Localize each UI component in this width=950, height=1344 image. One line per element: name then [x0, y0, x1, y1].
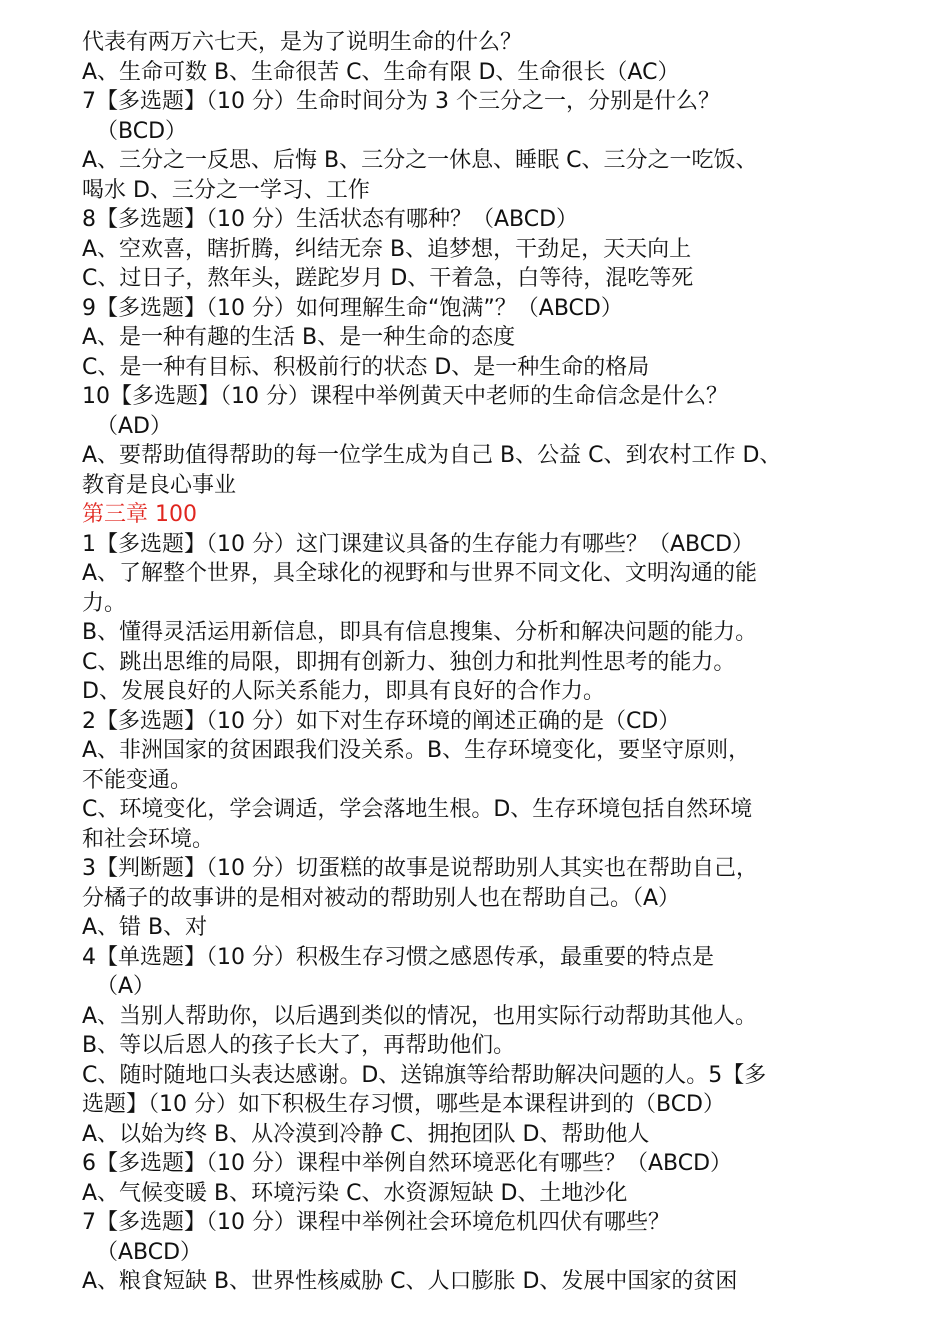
question-9-options-ab: A、是一种有趣的生活 B、是一种生命的态度 — [82, 325, 516, 350]
ch3-question-2-options-ab: A、非洲国家的贫困跟我们没关系。B、生存环境变化，要坚守原则， — [82, 738, 751, 763]
ch3-question-5-stem: 选题】（10 分）如下积极生存习惯，哪些是本课程讲到的（BCD） — [82, 1092, 725, 1117]
question-6-options: A、生命可数 B、生命很苦 C、生命有限 D、生命很长（AC） — [82, 59, 680, 85]
ch3-question-2-options-cd: C、环境变化，学会调适，学会落地生根。D、生存环境包括自然环境 — [82, 797, 753, 822]
question-10-answer: （AD） — [96, 413, 172, 439]
chapter-3-heading: 第三章 100 — [82, 502, 197, 527]
ch3-question-1-option-c: C、跳出思维的局限，即拥有创新力、独创力和批判性思考的能力。 — [82, 649, 736, 675]
ch3-question-1-option-b: B、懂得灵活运用新信息，即具有信息搜集、分析和解决问题的能力。 — [82, 620, 758, 645]
ch3-question-1-option-a-cont: 力。 — [82, 590, 127, 616]
ch3-question-2-options-cd-cont: 和社会环境。 — [82, 826, 215, 852]
ch3-question-5-options: A、以始为终 B、从冷漠到冷静 C、拥抱团队 D、帮助他人 — [82, 1121, 650, 1147]
ch3-question-4-answer: （A） — [96, 974, 156, 999]
ch3-question-4-option-a: A、当别人帮助你，以后遇到类似的情况，也用实际行动帮助其他人。 — [82, 1003, 758, 1029]
ch3-question-7-options: A、粮食短缺 B、世界性核威胁 C、人口膨胀 D、发展中国家的贫困 — [82, 1269, 738, 1294]
question-7-stem: 7【多选题】（10 分）生命时间分为 3 个三分之一，分别是什么？ — [82, 89, 720, 114]
question-8-options-cd: C、过日子，熬年头，蹉跎岁月 D、干着急，白等待，混吃等死 — [82, 266, 694, 291]
question-6-stem-end: 代表有两万六七天，是为了说明生命的什么？ — [82, 30, 523, 55]
question-8-options-ab: A、空欢喜，瞎折腾，纠结无奈 B、追梦想，干劲足，天天向上 — [82, 236, 692, 262]
question-9-stem: 9【多选题】（10 分）如何理解生命“饱满”？（ABCD） — [82, 295, 623, 321]
ch3-question-2-stem: 2【多选题】（10 分）如下对生存环境的阐述正确的是（CD） — [82, 708, 681, 734]
question-10-options: A、要帮助值得帮助的每一位学生成为自己 B、公益 C、到农村工作 D、 — [82, 443, 782, 468]
ch3-question-7-stem: 7【多选题】（10 分）课程中举例社会环境危机四伏有哪些？ — [82, 1210, 670, 1235]
ch3-question-6-stem: 6【多选题】（10 分）课程中举例自然环境恶化有哪些？（ABCD） — [82, 1151, 733, 1176]
ch3-question-3-stem-cont: 分橘子的故事讲的是相对被动的帮助别人也在帮助自己。（A） — [82, 885, 681, 911]
ch3-question-6-options: A、气候变暖 B、环境污染 C、水资源短缺 D、土地沙化 — [82, 1180, 628, 1206]
ch3-question-1-option-a: A、了解整个世界，具全球化的视野和与世界不同文化、文明沟通的能 — [82, 561, 758, 586]
ch3-question-3-stem: 3【判断题】（10 分）切蛋糕的故事是说帮助别人其实也在帮助自己， — [82, 856, 758, 881]
question-7-options: A、三分之一反思、后悔 B、三分之一休息、睡眠 C、三分之一吃饭、 — [82, 148, 758, 173]
ch3-question-3-options: A、错 B、对 — [82, 915, 208, 940]
question-9-options-cd: C、是一种有目标、积极前行的状态 D、是一种生命的格局 — [82, 354, 650, 380]
question-7-options-cont: 喝水 D、三分之一学习、工作 — [82, 177, 370, 203]
ch3-question-1-stem: 1【多选题】（10 分）这门课建议具备的生存能力有哪些？（ABCD） — [82, 531, 755, 557]
question-8-stem: 8【多选题】（10 分）生活状态有哪种？（ABCD） — [82, 207, 579, 232]
ch3-question-4-stem: 4【单选题】（10 分）积极生存习惯之感恩传承，最重要的特点是 — [82, 944, 714, 970]
question-10-stem: 10【多选题】（10 分）课程中举例黄天中老师的生命信念是什么？ — [82, 384, 728, 409]
ch3-question-7-answer: （ABCD） — [96, 1239, 203, 1265]
ch3-question-1-option-d: D、发展良好的人际关系能力，即具有良好的合作力。 — [82, 679, 605, 704]
ch3-question-2-options-ab-cont: 不能变通。 — [82, 767, 193, 793]
ch3-question-4-options-cd: C、随时随地口头表达感谢。D、送锦旗等给帮助解决问题的人。5【多 — [82, 1062, 767, 1088]
question-7-answer: （BCD） — [96, 118, 188, 144]
ch3-question-4-option-b: B、等以后恩人的孩子长大了，再帮助他们。 — [82, 1033, 516, 1058]
question-10-options-cont: 教育是良心事业 — [82, 472, 237, 498]
